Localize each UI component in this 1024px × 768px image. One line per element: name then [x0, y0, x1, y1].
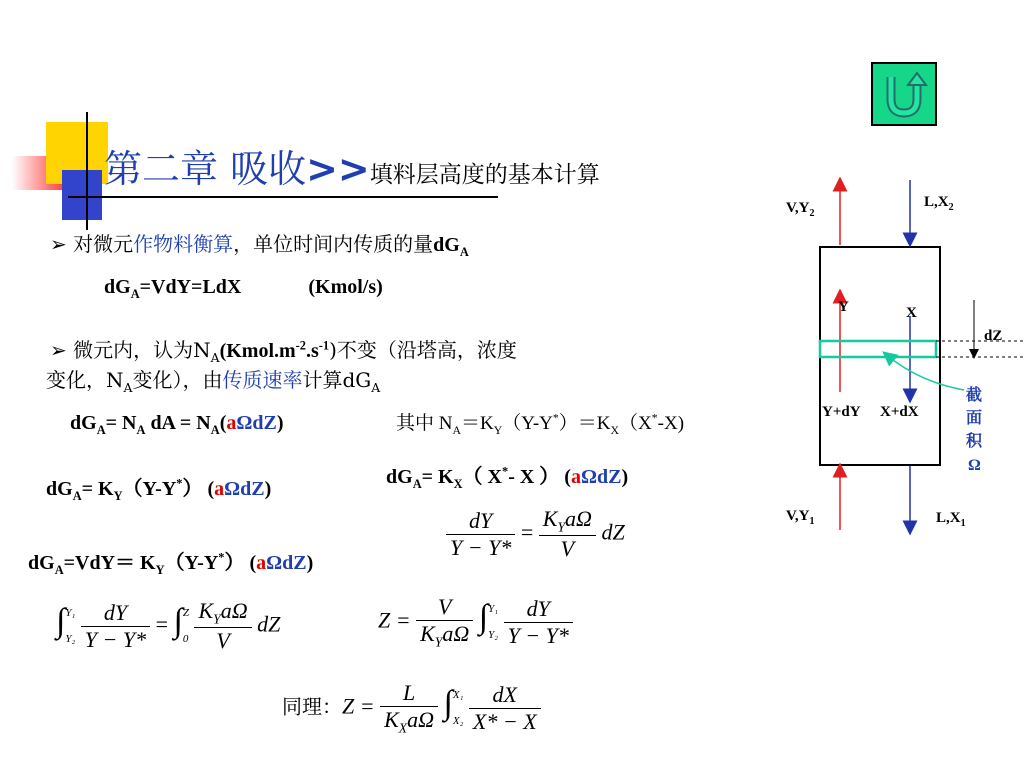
- formula-height-gas: [378, 594, 573, 650]
- label-inner-y: Y: [838, 299, 849, 315]
- equation-dga-ky: [46, 472, 271, 504]
- int1-lower: Y₂: [65, 633, 76, 646]
- bullet1-subscript: A: [459, 245, 469, 259]
- eq3-sub2: Y: [113, 489, 123, 503]
- back-button[interactable]: [871, 62, 937, 126]
- where-sup2: *: [651, 411, 658, 425]
- bullet2-line2-a: 变化，N: [46, 368, 124, 392]
- bullet-rate-line1: [50, 334, 517, 365]
- bullet2-text-d: )不变（沿塔高，浓度: [329, 338, 517, 362]
- eq1-left: dG: [104, 276, 131, 298]
- bullet2-sup1: -2: [295, 338, 306, 353]
- int2-fraction2: [504, 596, 573, 649]
- frac-tail: dZ: [601, 519, 625, 545]
- int2-lower: Y₂: [488, 629, 499, 642]
- section-label-char-2: 面: [966, 408, 983, 427]
- integral-sign: ∫: [56, 602, 66, 640]
- title-arrows: >>: [306, 147, 370, 191]
- eq4-b: = K: [421, 466, 454, 488]
- equation-dga-kx: [386, 460, 628, 492]
- eq2-b: = N: [105, 412, 137, 434]
- formula-differential-balance: [446, 506, 625, 562]
- equals-sign: =: [520, 519, 534, 545]
- int2-num: V: [416, 594, 473, 621]
- eq1-body: =VdY=LdX: [139, 276, 242, 298]
- eq2-a: dG: [70, 412, 97, 434]
- frac1-den: Y − Y*: [450, 534, 512, 560]
- integral-sign: ∫: [443, 684, 453, 722]
- differential-element: [820, 341, 936, 357]
- eq5-blue: ΩdZ: [266, 552, 307, 574]
- bullet1-symbol: dG: [433, 234, 460, 256]
- eq2-blue: ΩdZ: [236, 412, 277, 434]
- int1-fraction: [81, 600, 150, 653]
- where-sup1: *: [552, 411, 559, 425]
- eq2-c: dA = N: [145, 412, 211, 434]
- label-inner-xdx: X+dX: [880, 404, 919, 420]
- label-top-gas: $V,Y_2$: [786, 200, 815, 219]
- bullet2-line2-sub: A: [123, 380, 133, 395]
- fraction-dy: [446, 508, 515, 561]
- u-turn-back-icon: [877, 69, 931, 119]
- int1-den: Y − Y*: [84, 626, 147, 652]
- frac1-num: dY: [446, 508, 515, 535]
- int3-num2: dX: [469, 682, 541, 709]
- equation-dga-balance: [104, 276, 383, 302]
- int3-fraction2: [469, 682, 541, 735]
- formula-height-liquid: [282, 680, 541, 736]
- where-e: （X: [619, 413, 652, 434]
- eq1-sub: A: [130, 287, 140, 301]
- bullet2-text-c: .s: [306, 340, 319, 362]
- label-bottom-liquid: $L,X_1$: [936, 510, 966, 529]
- where-sub1: A: [452, 423, 461, 437]
- int2-upper: Y₁: [488, 603, 499, 616]
- eq3-a: dG: [46, 478, 73, 500]
- eq4-red: a: [570, 466, 581, 488]
- int3-lhs: Z =: [342, 693, 375, 719]
- bullet2-sup2: -1: [318, 338, 330, 353]
- label-inner-x: X: [906, 305, 917, 321]
- int1-num2-k: K: [198, 598, 214, 623]
- eq3-b: = K: [81, 478, 114, 500]
- int2-den-sub: Y: [434, 634, 443, 650]
- eq5-sup: *: [218, 550, 225, 565]
- int2-den-k: K: [420, 621, 435, 646]
- eq3-c: （Y-Y: [122, 478, 177, 500]
- eq2-e: ): [276, 412, 284, 434]
- int1-num2-rest: aΩ: [220, 598, 248, 623]
- eq3-d: ） (: [182, 478, 215, 500]
- eq2-sub: A: [96, 423, 106, 437]
- int1-tail: dZ: [257, 611, 281, 637]
- eq4-blue: ΩdZ: [580, 466, 622, 488]
- int3-den2: X* − X: [472, 708, 537, 734]
- integral-sign: ∫: [478, 598, 489, 636]
- bullet2-text-b: (Kmol.m: [219, 340, 296, 362]
- int1-upper2: Z: [182, 607, 189, 620]
- where-sub2: Y: [493, 423, 503, 437]
- eq4-c: （ X: [462, 466, 502, 488]
- where-f: -X): [657, 413, 685, 434]
- bullet-rate-line2: [46, 364, 380, 395]
- equation-na-definition: [396, 408, 684, 438]
- formula-integral-separation: [56, 598, 280, 654]
- int3-den-rest: aΩ: [407, 707, 435, 732]
- eq3-e: ): [264, 478, 272, 500]
- bullet-arrow-icon: ➢: [50, 338, 67, 362]
- eq2-sub3: A: [210, 423, 220, 437]
- where-b: ＝K: [460, 413, 494, 434]
- page-title: [104, 138, 600, 193]
- eq1-unit: (Kmol/s): [308, 276, 383, 298]
- bullet1-suffix: ，单位时间内传质的量: [233, 232, 434, 256]
- label-inner-ydy: Y+dY: [822, 404, 861, 420]
- frac2-den: V: [560, 536, 575, 562]
- bullet2-line2-sub2: A: [371, 380, 381, 395]
- eq4-e: ): [621, 466, 629, 488]
- title-underline: [68, 196, 498, 198]
- int3-lower: X₂: [452, 715, 464, 728]
- eq4-sub: A: [412, 477, 422, 491]
- where-sub3: X: [610, 423, 620, 437]
- int1-den2: V: [216, 628, 230, 654]
- eq3-sup: *: [176, 476, 183, 491]
- eq5-sub2: Y: [155, 563, 165, 577]
- int3-fraction: [380, 680, 438, 736]
- equation-dga-na: [70, 412, 284, 438]
- int3-num: L: [380, 680, 438, 707]
- bullet-arrow-icon: ➢: [50, 232, 67, 256]
- frac2-num-rest: aΩ: [565, 506, 592, 531]
- label-bottom-gas: $V,Y_1$: [786, 508, 815, 527]
- frac2-num-sub: Y: [557, 519, 566, 535]
- int1-num: dY: [81, 600, 150, 627]
- int2-fraction: [416, 594, 473, 650]
- int2-num2: dY: [504, 596, 573, 623]
- eq2-sub2: A: [136, 423, 146, 437]
- bullet2-sub: A: [210, 350, 220, 365]
- title-subtitle: 填料层高度的基本计算: [369, 162, 600, 188]
- int1-upper: Y₁: [65, 607, 76, 620]
- label-top-liquid: $L,X_2$: [924, 194, 954, 213]
- eq4-sup: *: [502, 464, 509, 479]
- int1-num2-sub: Y: [213, 611, 221, 627]
- integral-sign: ∫: [173, 602, 183, 640]
- int2-den2: Y − Y*: [507, 622, 569, 648]
- int3-den-sub: X: [398, 720, 408, 736]
- int1-fraction2: [194, 598, 251, 654]
- eq5-e: ): [306, 552, 314, 574]
- eq4-a: dG: [386, 466, 413, 488]
- section-label-char-1: 截: [966, 385, 983, 404]
- bullet2-highlight: 传质速率: [222, 368, 303, 392]
- bullet2-line2-c: 计算dG: [302, 368, 372, 392]
- int3-den-k: K: [384, 707, 399, 732]
- eq5-a: dG: [28, 552, 55, 574]
- frac2-num-k: K: [542, 506, 558, 531]
- eq3-sub: A: [72, 489, 82, 503]
- label-dz: dZ: [984, 328, 1003, 344]
- eq5-c: （Y-Y: [164, 552, 219, 574]
- section-label-omega: Ω: [968, 457, 981, 474]
- equation-dga-vdy: [28, 546, 313, 578]
- section-label-char-3: 积: [966, 431, 983, 450]
- int3-upper: X₁: [452, 689, 464, 702]
- packed-column-diagram: [770, 170, 1024, 540]
- where-c: （Y-Y: [502, 413, 553, 434]
- eq3-red: a: [214, 478, 225, 500]
- eq2-d: (: [219, 412, 227, 434]
- bullet-material-balance: [50, 228, 469, 260]
- title-chapter: 第二章 吸收: [104, 147, 307, 191]
- bullet1-prefix: 对微元: [73, 232, 134, 256]
- where-d: ）＝K: [558, 413, 611, 434]
- fraction-kya: [539, 506, 596, 562]
- eq3-blue: ΩdZ: [224, 478, 265, 500]
- eq2-red: a: [226, 412, 237, 434]
- bullet2-text-a: 微元内，认为N: [73, 338, 211, 362]
- decorative-vertical-line: [86, 112, 88, 230]
- int2-den-rest: aΩ: [442, 621, 470, 646]
- int2-lhs: Z =: [378, 607, 411, 633]
- eq4-sub2: X: [453, 477, 463, 491]
- eq4-d: - X ） (: [508, 466, 571, 488]
- where-a: 其中 N: [396, 413, 453, 434]
- int3-label: 同理：: [282, 694, 342, 719]
- eq5-d: ） (: [224, 552, 257, 574]
- eq5-sub: A: [54, 563, 64, 577]
- eq5-red: a: [256, 552, 267, 574]
- equals-sign: =: [155, 611, 169, 637]
- int1-lower2: 0: [182, 633, 189, 646]
- bullet2-line2-b: 变化），由: [132, 368, 223, 392]
- section-pointer-arrow: [888, 356, 964, 390]
- eq5-b: =VdY＝ K: [63, 552, 156, 574]
- decorative-blue-square: [62, 170, 102, 220]
- bullet1-highlight: 作物料衡算: [133, 232, 234, 256]
